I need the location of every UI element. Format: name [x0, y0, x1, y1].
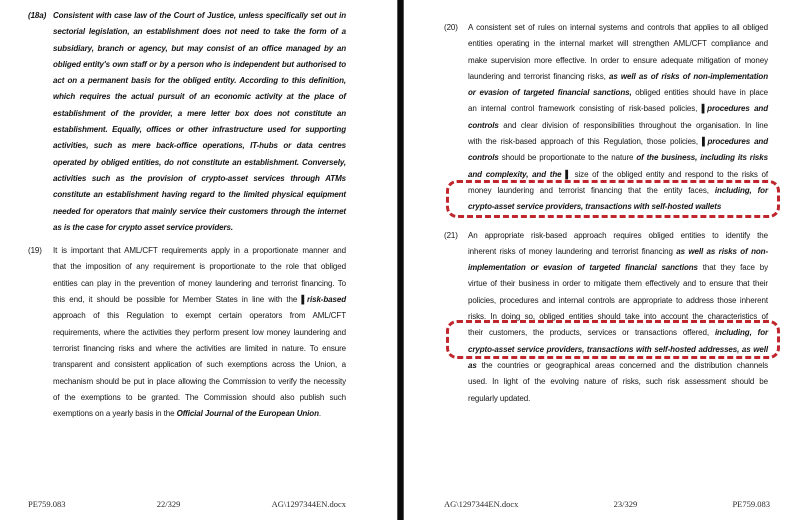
- text-line: exemptions on a yearly basis in the Official Journal of the European Union.: [53, 409, 322, 419]
- text-line: entities operating in the internal market will strengthen AML/CFT compliance and: [468, 39, 768, 49]
- page-left-footer: [28, 499, 346, 509]
- text-line: laundering and terrorist financing risks, as well as of risks of non-implementation: [468, 71, 768, 81]
- text-line: this end, it should be possible for Member States in line with the ▌risk-based: [53, 295, 346, 305]
- text-line: establishment. Equally, offices or other infrastructure used for supporting: [53, 125, 346, 135]
- page-right: [404, 0, 800, 520]
- page-right-footer: [444, 499, 770, 509]
- text-line: risks. In doing so, obliged entities should take into account the characteristics of: [468, 312, 768, 322]
- footer-filename: AG\1297344EN.docx: [271, 499, 346, 509]
- text-line: that the imposition of any requirement is proportionate to the role that obliged: [53, 262, 346, 272]
- text-line: act on a permanent basis for the obliged entity. According to this definition,: [53, 76, 346, 86]
- paragraph-number: (18a): [28, 11, 47, 20]
- paragraph-text: [53, 8, 346, 236]
- paragraph-text: [53, 243, 346, 422]
- text-line: implementation or evasion of targeted financial sanctions that they face by: [468, 263, 768, 273]
- text-line: activities such as the provision of crypto-asset services through ATMs: [53, 173, 346, 183]
- paragraph: [28, 243, 346, 422]
- paragraph: [444, 20, 768, 216]
- footer-page-number: 23/329: [613, 499, 638, 509]
- text-line: sectorial legislation, an establishment does not need to take the form of a: [53, 27, 346, 37]
- text-line: which requires the actual pursuit of an economic activity at the place of: [53, 92, 346, 102]
- text-line: crypto-asset service providers, transactions with self-hosted addresses, as well: [468, 344, 768, 354]
- text-line: money laundering and terrorist financing that the entity faces, including, for: [468, 185, 768, 195]
- text-line: with the risk-based approach of this Regulation, those policies, ▌procedures and: [468, 137, 768, 147]
- paragraph: [28, 8, 346, 236]
- text-line: their customers, the products, services or transactions offered, including, for: [468, 328, 768, 338]
- text-line: transparent and consistent application of such exemptions across the Union, a: [53, 360, 346, 370]
- paragraph-number: (20): [444, 23, 458, 32]
- text-line: entities can play in the prevention of money laundering and terrorist financing. To: [53, 278, 346, 288]
- footer-filename: AG\1297344EN.docx: [444, 499, 519, 509]
- page-divider: [397, 0, 404, 520]
- text-line: inherent risks of money laundering and terrorist financing as well as risks of non-: [468, 246, 769, 256]
- paragraph-number: (19): [28, 246, 42, 256]
- paragraph-text: [468, 20, 768, 216]
- text-line: mechanism should be put in place allowing the Commission to verify the necessity: [53, 376, 346, 386]
- text-line: controls and clear division of responsibilities throughout the organisation. In line: [468, 120, 768, 130]
- text-line: terrorist financing risks and where the activities are limited in nature. To ensure: [53, 343, 346, 353]
- text-line: approach of this Regulation to exempt certain operators from AML/CFT: [53, 311, 346, 321]
- page-left: [0, 0, 397, 520]
- page-right-text: [444, 20, 768, 419]
- text-line: subsidiary, branch or agency, but may consist of an office managed by an: [53, 43, 346, 53]
- text-line: or evasion of targeted financial sanctions, obliged entities should have in place: [468, 88, 768, 98]
- text-line: policies, procedures and internal controls are appropriate to address those inherent: [468, 295, 768, 305]
- text-line: crypto-asset service providers, transactions with self-hosted wallets: [468, 202, 722, 212]
- text-line: constitute an establishment having regard to the limited physical equipment: [53, 190, 346, 200]
- text-line: an internal control framework consisting of risk-based policies, ▌procedures and: [468, 104, 768, 114]
- text-line: operated by obliged entities, do not constitute an establishment. Conversely,: [53, 157, 346, 167]
- footer-page-number: 22/329: [156, 499, 181, 509]
- page-left-text: [28, 8, 346, 429]
- text-line: of the exemptions to be granted. The Commission should also publish such: [53, 392, 346, 402]
- text-line: controls should be proportionate to the nature of the business, including its risks: [468, 153, 768, 163]
- text-line: requirements, where the activities they perform present low money laundering and: [53, 327, 346, 337]
- paragraph-number: (21): [444, 230, 458, 240]
- text-line: make supervision more effective. In order to ensure adequate mitigation of money: [468, 55, 768, 65]
- text-line: activities, such as mere back-office operations, IT-hubs or data centres: [53, 141, 346, 151]
- text-line: virtue of their business in order to mitigate them effectively and to ensure that their: [468, 279, 768, 289]
- text-line: obliged entity's own staff or by a person who is independent but authorised to: [53, 59, 346, 69]
- text-line: used. In light of the evolving nature of risks, such risk assessment should be: [468, 377, 768, 387]
- text-line: establishment of the provider, a mere letter box does not constitute an: [53, 108, 346, 118]
- text-line: Consistent with case law of the Court of Justice, unless specifically set out in: [53, 11, 346, 20]
- footer-reference: PE759.083: [732, 499, 770, 509]
- footer-reference: PE759.083: [28, 499, 66, 509]
- text-line: needed for operators that mainly service their customers through the internet: [53, 206, 346, 216]
- text-line: A consistent set of rules on internal systems and controls that applies to all obliged: [468, 23, 768, 32]
- text-line: regularly updated.: [468, 393, 531, 403]
- text-line: as the countries or geographical areas concerned and the distribution channels: [468, 360, 768, 370]
- text-line: as is the case for crypto asset service providers.: [53, 222, 233, 232]
- paragraph-text: [468, 228, 768, 407]
- text-line: It is important that AML/CFT requirements apply in a proportionate manner and: [53, 246, 346, 256]
- paragraph: [444, 228, 768, 407]
- text-line: An appropriate risk-based approach requires obliged entities to identify the: [468, 230, 768, 240]
- text-line: and complexity, and the ▌ size of the obliged entity and respond to the risks of: [468, 169, 769, 179]
